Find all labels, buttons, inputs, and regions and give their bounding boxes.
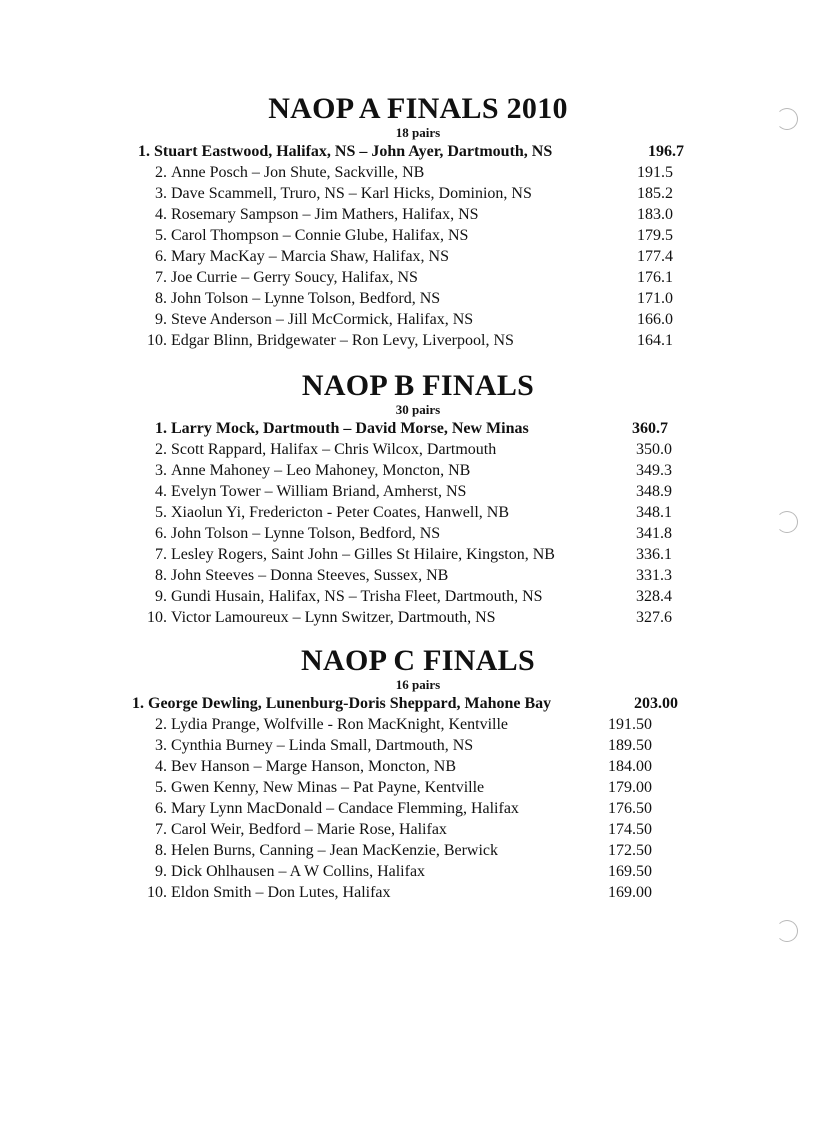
punch-hole-middle — [776, 511, 798, 533]
result-row — [118, 309, 718, 330]
score: 172.50 — [608, 842, 652, 859]
score: 184.00 — [608, 758, 652, 775]
result-row — [118, 861, 718, 882]
result-row — [118, 819, 718, 840]
pair-names: Lesley Rogers, Saint John – Gilles St Hilaire, Kingston, NB — [171, 546, 555, 563]
rank: 8. — [155, 290, 167, 307]
rank: 3. — [155, 185, 167, 202]
rank: 3. — [155, 462, 167, 479]
pair-names: Steve Anderson – Jill McCormick, Halifax, NS — [171, 311, 474, 328]
score: 348.1 — [636, 504, 672, 521]
score: 349.3 — [636, 462, 672, 479]
score: 171.0 — [637, 290, 673, 307]
pair-names: Cynthia Burney – Linda Small, Dartmouth, NS — [171, 737, 474, 754]
score: 179.5 — [637, 227, 673, 244]
punch-hole-bottom — [776, 920, 798, 942]
score: 174.50 — [608, 821, 652, 838]
pairs-count: 30 pairs — [395, 402, 441, 417]
pair-names: Victor Lamoureux – Lynn Switzer, Dartmouth, NS — [171, 609, 496, 626]
score: 327.6 — [636, 609, 672, 626]
pair-names: Lydia Prange, Wolfville - Ron MacKnight, Kentville — [171, 716, 509, 733]
score: 179.00 — [608, 779, 652, 796]
pair-names: Xiaolun Yi, Fredericton - Peter Coates, Hanwell, NB — [171, 504, 509, 521]
section-naop-c — [118, 644, 718, 903]
result-row — [118, 607, 718, 628]
results-list — [118, 418, 718, 628]
results-list — [118, 693, 718, 903]
result-row — [118, 586, 718, 607]
rank: 5. — [155, 504, 167, 521]
score: 176.50 — [608, 800, 652, 817]
result-row — [118, 481, 718, 502]
pairs-count: 18 pairs — [395, 125, 441, 140]
result-row — [118, 267, 718, 288]
pair-names: Gundi Husain, Halifax, NS – Trisha Fleet, Dartmouth, NS — [171, 588, 543, 605]
result-row — [118, 840, 718, 861]
pair-names: Joe Currie – Gerry Soucy, Halifax, NS — [171, 269, 418, 286]
result-row — [118, 502, 718, 523]
pair-names: Edgar Blinn, Bridgewater – Ron Levy, Liverpool, NS — [171, 332, 514, 349]
result-row — [118, 204, 718, 225]
result-row — [118, 565, 718, 586]
section-naop-b — [118, 369, 718, 628]
result-row — [118, 523, 718, 544]
results-page — [118, 92, 718, 903]
score: 196.7 — [648, 143, 684, 160]
score: 360.7 — [632, 420, 668, 437]
rank: 6. — [155, 525, 167, 542]
rank: 1. — [132, 695, 144, 712]
rank: 6. — [155, 800, 167, 817]
pair-names: Mary Lynn MacDonald – Candace Flemming, Halifax — [171, 800, 519, 817]
punch-hole-top — [776, 108, 798, 130]
result-row — [118, 141, 718, 162]
score: 348.9 — [636, 483, 672, 500]
result-row — [118, 418, 718, 439]
rank: 7. — [155, 546, 167, 563]
result-row — [118, 693, 718, 714]
rank: 4. — [155, 206, 167, 223]
result-row — [118, 798, 718, 819]
result-row — [118, 882, 718, 903]
rank: 9. — [155, 863, 167, 880]
rank: 7. — [155, 269, 167, 286]
pair-names: Scott Rappard, Halifax – Chris Wilcox, Dartmouth — [171, 441, 497, 458]
section-naop-a — [118, 92, 718, 351]
rank: 1. — [138, 143, 150, 160]
score: 164.1 — [637, 332, 673, 349]
pair-names: Anne Mahoney – Leo Mahoney, Moncton, NB — [171, 462, 471, 479]
pair-names: Gwen Kenny, New Minas – Pat Payne, Kentville — [171, 779, 485, 796]
score: 331.3 — [636, 567, 672, 584]
rank: 4. — [155, 758, 167, 775]
result-row — [118, 288, 718, 309]
score: 185.2 — [637, 185, 673, 202]
pair-names: Larry Mock, Dartmouth – David Morse, New Minas — [171, 420, 529, 437]
rank: 2. — [155, 164, 167, 181]
result-row — [118, 756, 718, 777]
pair-names: Carol Thompson – Connie Glube, Halifax, NS — [171, 227, 469, 244]
pair-names: Stuart Eastwood, Halifax, NS – John Ayer, Dartmouth, NS — [154, 143, 553, 160]
score: 191.5 — [637, 164, 673, 181]
pair-names: John Tolson – Lynne Tolson, Bedford, NS — [171, 525, 441, 542]
section-title: NAOP C FINALS — [301, 644, 535, 677]
score: 177.4 — [637, 248, 673, 265]
result-row — [118, 183, 718, 204]
pair-names: Bev Hanson – Marge Hanson, Moncton, NB — [171, 758, 457, 775]
pair-names: George Dewling, Lunenburg-Doris Sheppard, Mahone Bay — [148, 695, 552, 712]
rank: 2. — [155, 716, 167, 733]
result-row — [118, 544, 718, 565]
score: 189.50 — [608, 737, 652, 754]
result-row — [118, 439, 718, 460]
score: 350.0 — [636, 441, 672, 458]
pair-names: Dave Scammell, Truro, NS – Karl Hicks, Dominion, NS — [171, 185, 532, 202]
result-row — [118, 225, 718, 246]
score: 328.4 — [636, 588, 672, 605]
rank: 9. — [155, 311, 167, 328]
rank: 7. — [155, 821, 167, 838]
section-title: NAOP A FINALS 2010 — [268, 92, 568, 125]
result-row — [118, 330, 718, 351]
score: 183.0 — [637, 206, 673, 223]
rank: 10. — [147, 332, 167, 349]
rank: 5. — [155, 227, 167, 244]
result-row — [118, 460, 718, 481]
result-row — [118, 246, 718, 267]
rank: 10. — [147, 609, 167, 626]
rank: 2. — [155, 441, 167, 458]
pair-names: Eldon Smith – Don Lutes, Halifax — [171, 884, 391, 901]
score: 341.8 — [636, 525, 672, 542]
rank: 8. — [155, 567, 167, 584]
results-list — [118, 141, 718, 351]
rank: 4. — [155, 483, 167, 500]
score: 203.00 — [634, 695, 678, 712]
pair-names: Carol Weir, Bedford – Marie Rose, Halifax — [171, 821, 447, 838]
rank: 6. — [155, 248, 167, 265]
score: 176.1 — [637, 269, 673, 286]
score: 336.1 — [636, 546, 672, 563]
score: 166.0 — [637, 311, 673, 328]
result-row — [118, 162, 718, 183]
section-title: NAOP B FINALS — [301, 369, 535, 402]
rank: 8. — [155, 842, 167, 859]
score: 169.00 — [608, 884, 652, 901]
pair-names: Helen Burns, Canning – Jean MacKenzie, Berwick — [171, 842, 499, 859]
pairs-count: 16 pairs — [395, 677, 441, 692]
result-row — [118, 777, 718, 798]
pair-names: John Steeves – Donna Steeves, Sussex, NB — [171, 567, 449, 584]
rank: 1. — [155, 420, 167, 437]
result-row — [118, 735, 718, 756]
pair-names: Mary MacKay – Marcia Shaw, Halifax, NS — [171, 248, 449, 265]
rank: 10. — [147, 884, 167, 901]
score: 169.50 — [608, 863, 652, 880]
pair-names: Evelyn Tower – William Briand, Amherst, NS — [171, 483, 467, 500]
score: 191.50 — [608, 716, 652, 733]
rank: 5. — [155, 779, 167, 796]
pair-names: John Tolson – Lynne Tolson, Bedford, NS — [171, 290, 441, 307]
rank: 3. — [155, 737, 167, 754]
pair-names: Rosemary Sampson – Jim Mathers, Halifax, NS — [171, 206, 479, 223]
rank: 9. — [155, 588, 167, 605]
result-row — [118, 714, 718, 735]
pair-names: Anne Posch – Jon Shute, Sackville, NB — [171, 164, 425, 181]
pair-names: Dick Ohlhausen – A W Collins, Halifax — [171, 863, 426, 880]
